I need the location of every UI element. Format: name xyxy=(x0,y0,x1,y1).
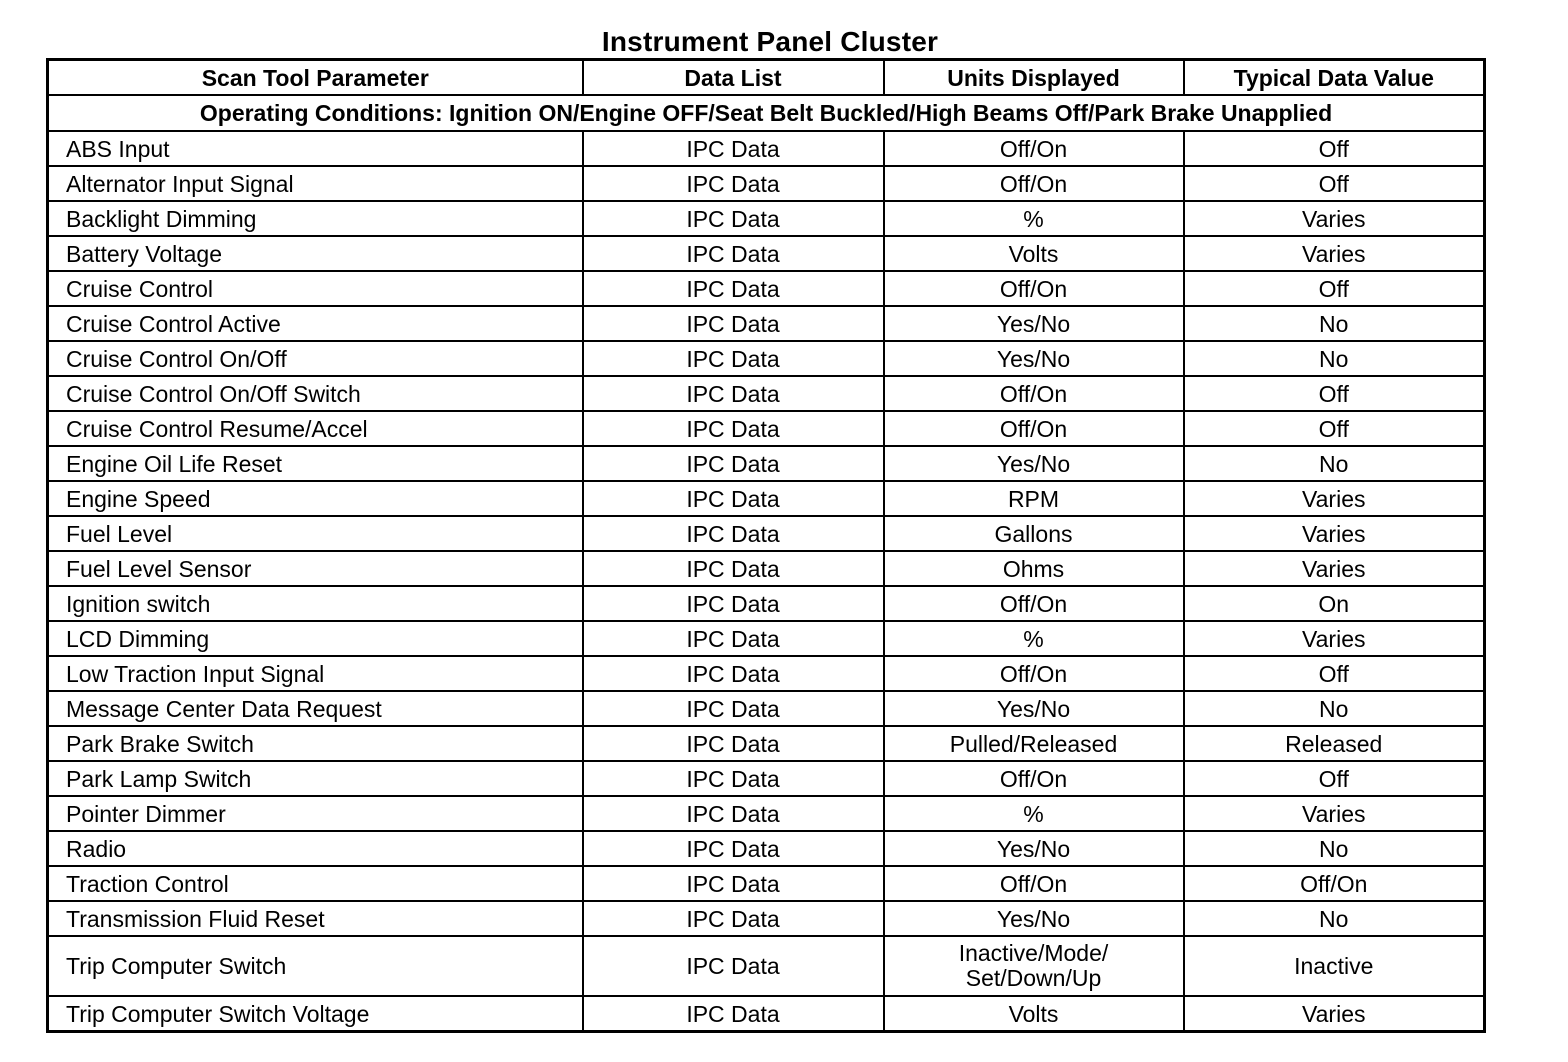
table-row xyxy=(48,166,1485,201)
header-scan-tool-parameter: Scan Tool Parameter xyxy=(48,60,583,96)
cell-data-list: IPC Data xyxy=(583,586,884,621)
cell-typical-data-value: No xyxy=(1184,446,1485,481)
cell-typical-data-value: Off xyxy=(1184,376,1485,411)
table-row xyxy=(48,936,1485,996)
cell-scan-tool-parameter: Message Center Data Request xyxy=(48,691,583,726)
cell-data-list: IPC Data xyxy=(583,411,884,446)
cell-data-list: IPC Data xyxy=(583,621,884,656)
cell-units-displayed: RPM xyxy=(884,481,1184,516)
cell-scan-tool-parameter: Trip Computer Switch xyxy=(48,936,583,996)
cell-units-displayed: Off/On xyxy=(884,271,1184,306)
cell-units-displayed: % xyxy=(884,201,1184,236)
table-row xyxy=(48,446,1485,481)
cell-units-displayed: Yes/No xyxy=(884,901,1184,936)
parameter-table xyxy=(46,58,1486,1033)
cell-units-displayed: % xyxy=(884,621,1184,656)
table-row xyxy=(48,866,1485,901)
cell-data-list: IPC Data xyxy=(583,831,884,866)
cell-typical-data-value: No xyxy=(1184,306,1485,341)
cell-units-displayed: Off/On xyxy=(884,866,1184,901)
cell-typical-data-value: Varies xyxy=(1184,621,1485,656)
table-row xyxy=(48,726,1485,761)
cell-typical-data-value: Inactive xyxy=(1184,936,1485,996)
table-row xyxy=(48,796,1485,831)
cell-scan-tool-parameter: Cruise Control On/Off xyxy=(48,341,583,376)
cell-data-list: IPC Data xyxy=(583,516,884,551)
cell-data-list: IPC Data xyxy=(583,551,884,586)
cell-units-displayed: Yes/No xyxy=(884,691,1184,726)
cell-data-list: IPC Data xyxy=(583,656,884,691)
cell-units-displayed: Off/On xyxy=(884,411,1184,446)
units-line: Set/Down/Up xyxy=(965,965,1102,991)
cell-typical-data-value: Varies xyxy=(1184,996,1485,1032)
cell-scan-tool-parameter: Pointer Dimmer xyxy=(48,796,583,831)
cell-units-displayed: Off/On xyxy=(884,166,1184,201)
cell-units-displayed: Yes/No xyxy=(884,446,1184,481)
table-row xyxy=(48,656,1485,691)
cell-scan-tool-parameter: Trip Computer Switch Voltage xyxy=(48,996,583,1032)
table-row xyxy=(48,761,1485,796)
table-row xyxy=(48,411,1485,446)
table-row xyxy=(48,586,1485,621)
table-row xyxy=(48,376,1485,411)
page-title: Instrument Panel Cluster xyxy=(601,26,939,57)
cell-data-list: IPC Data xyxy=(583,341,884,376)
cell-units-displayed: Off/On xyxy=(884,586,1184,621)
cell-units-displayed: Volts xyxy=(884,996,1184,1032)
table-row xyxy=(48,131,1485,166)
cell-units-displayed: Yes/No xyxy=(884,341,1184,376)
header-units-displayed: Units Displayed xyxy=(884,60,1184,96)
cell-units-displayed: Ohms xyxy=(884,551,1184,586)
cell-scan-tool-parameter: ABS Input xyxy=(48,131,583,166)
cell-typical-data-value: On xyxy=(1184,586,1485,621)
cell-typical-data-value: Off xyxy=(1184,656,1485,691)
cell-scan-tool-parameter: Cruise Control Resume/Accel xyxy=(48,411,583,446)
cell-scan-tool-parameter: Alternator Input Signal xyxy=(48,166,583,201)
cell-typical-data-value: Off xyxy=(1184,761,1485,796)
cell-data-list: IPC Data xyxy=(583,236,884,271)
cell-scan-tool-parameter: Park Brake Switch xyxy=(48,726,583,761)
table-row xyxy=(48,341,1485,376)
cell-scan-tool-parameter: Low Traction Input Signal xyxy=(48,656,583,691)
cell-data-list: IPC Data xyxy=(583,271,884,306)
cell-typical-data-value: Off xyxy=(1184,411,1485,446)
cell-scan-tool-parameter: Cruise Control xyxy=(48,271,583,306)
cell-scan-tool-parameter: Radio xyxy=(48,831,583,866)
cell-scan-tool-parameter: Ignition switch xyxy=(48,586,583,621)
cell-data-list: IPC Data xyxy=(583,201,884,236)
cell-data-list: IPC Data xyxy=(583,796,884,831)
cell-units-displayed: Off/On xyxy=(884,131,1184,166)
table-row xyxy=(48,201,1485,236)
cell-data-list: IPC Data xyxy=(583,936,884,996)
cell-typical-data-value: Off/On xyxy=(1184,866,1485,901)
cell-typical-data-value: Off xyxy=(1184,166,1485,201)
cell-typical-data-value: Varies xyxy=(1184,796,1485,831)
cell-scan-tool-parameter: Transmission Fluid Reset xyxy=(48,901,583,936)
table-row xyxy=(48,271,1485,306)
header-data-list: Data List xyxy=(583,60,884,96)
cell-typical-data-value: Off xyxy=(1184,271,1485,306)
cell-data-list: IPC Data xyxy=(583,761,884,796)
cell-units-displayed: Pulled/Released xyxy=(884,726,1184,761)
table-row xyxy=(48,621,1485,656)
cell-scan-tool-parameter: LCD Dimming xyxy=(48,621,583,656)
cell-scan-tool-parameter: Engine Speed xyxy=(48,481,583,516)
cell-typical-data-value: Varies xyxy=(1184,516,1485,551)
header-typical-data-value: Typical Data Value xyxy=(1184,60,1485,96)
cell-scan-tool-parameter: Cruise Control Active xyxy=(48,306,583,341)
cell-units-displayed: Off/On xyxy=(884,376,1184,411)
cell-typical-data-value: Released xyxy=(1184,726,1485,761)
cell-data-list: IPC Data xyxy=(583,376,884,411)
cell-data-list: IPC Data xyxy=(583,996,884,1032)
cell-data-list: IPC Data xyxy=(583,166,884,201)
cell-scan-tool-parameter: Fuel Level xyxy=(48,516,583,551)
table-row xyxy=(48,691,1485,726)
cell-typical-data-value: No xyxy=(1184,831,1485,866)
units-line: Inactive/Mode/ xyxy=(958,940,1109,966)
table-row xyxy=(48,516,1485,551)
table-row xyxy=(48,481,1485,516)
cell-units-displayed xyxy=(884,936,1184,996)
table-row xyxy=(48,551,1485,586)
cell-scan-tool-parameter: Traction Control xyxy=(48,866,583,901)
table-row xyxy=(48,236,1485,271)
cell-typical-data-value: No xyxy=(1184,691,1485,726)
table-row xyxy=(48,996,1485,1032)
cell-units-displayed: Off/On xyxy=(884,656,1184,691)
cell-units-displayed: Yes/No xyxy=(884,306,1184,341)
cell-data-list: IPC Data xyxy=(583,691,884,726)
cell-typical-data-value: Varies xyxy=(1184,551,1485,586)
cell-data-list: IPC Data xyxy=(583,131,884,166)
cell-scan-tool-parameter: Cruise Control On/Off Switch xyxy=(48,376,583,411)
cell-scan-tool-parameter: Battery Voltage xyxy=(48,236,583,271)
cell-typical-data-value: Off xyxy=(1184,131,1485,166)
cell-units-displayed: Off/On xyxy=(884,761,1184,796)
operating-conditions: Operating Conditions: Ignition ON/Engine OFF/Seat Belt Buckled/High Beams Off/Park Brake Unapplied xyxy=(48,95,1485,131)
cell-data-list: IPC Data xyxy=(583,306,884,341)
cell-scan-tool-parameter: Engine Oil Life Reset xyxy=(48,446,583,481)
cell-typical-data-value: No xyxy=(1184,341,1485,376)
table-row xyxy=(48,901,1485,936)
cell-typical-data-value: No xyxy=(1184,901,1485,936)
cell-units-displayed: % xyxy=(884,796,1184,831)
cell-typical-data-value: Varies xyxy=(1184,481,1485,516)
cell-scan-tool-parameter: Park Lamp Switch xyxy=(48,761,583,796)
cell-units-displayed: Volts xyxy=(884,236,1184,271)
cell-typical-data-value: Varies xyxy=(1184,201,1485,236)
cell-scan-tool-parameter: Backlight Dimming xyxy=(48,201,583,236)
cell-scan-tool-parameter: Fuel Level Sensor xyxy=(48,551,583,586)
table-header-row xyxy=(48,60,1485,96)
cell-data-list: IPC Data xyxy=(583,901,884,936)
table-row xyxy=(48,306,1485,341)
table-row xyxy=(48,831,1485,866)
cell-data-list: IPC Data xyxy=(583,481,884,516)
cell-data-list: IPC Data xyxy=(583,726,884,761)
cell-units-displayed: Yes/No xyxy=(884,831,1184,866)
cell-data-list: IPC Data xyxy=(583,446,884,481)
cell-units-displayed: Gallons xyxy=(884,516,1184,551)
cell-typical-data-value: Varies xyxy=(1184,236,1485,271)
cell-data-list: IPC Data xyxy=(583,866,884,901)
table-body xyxy=(48,95,1485,1032)
operating-conditions-row xyxy=(48,95,1485,131)
